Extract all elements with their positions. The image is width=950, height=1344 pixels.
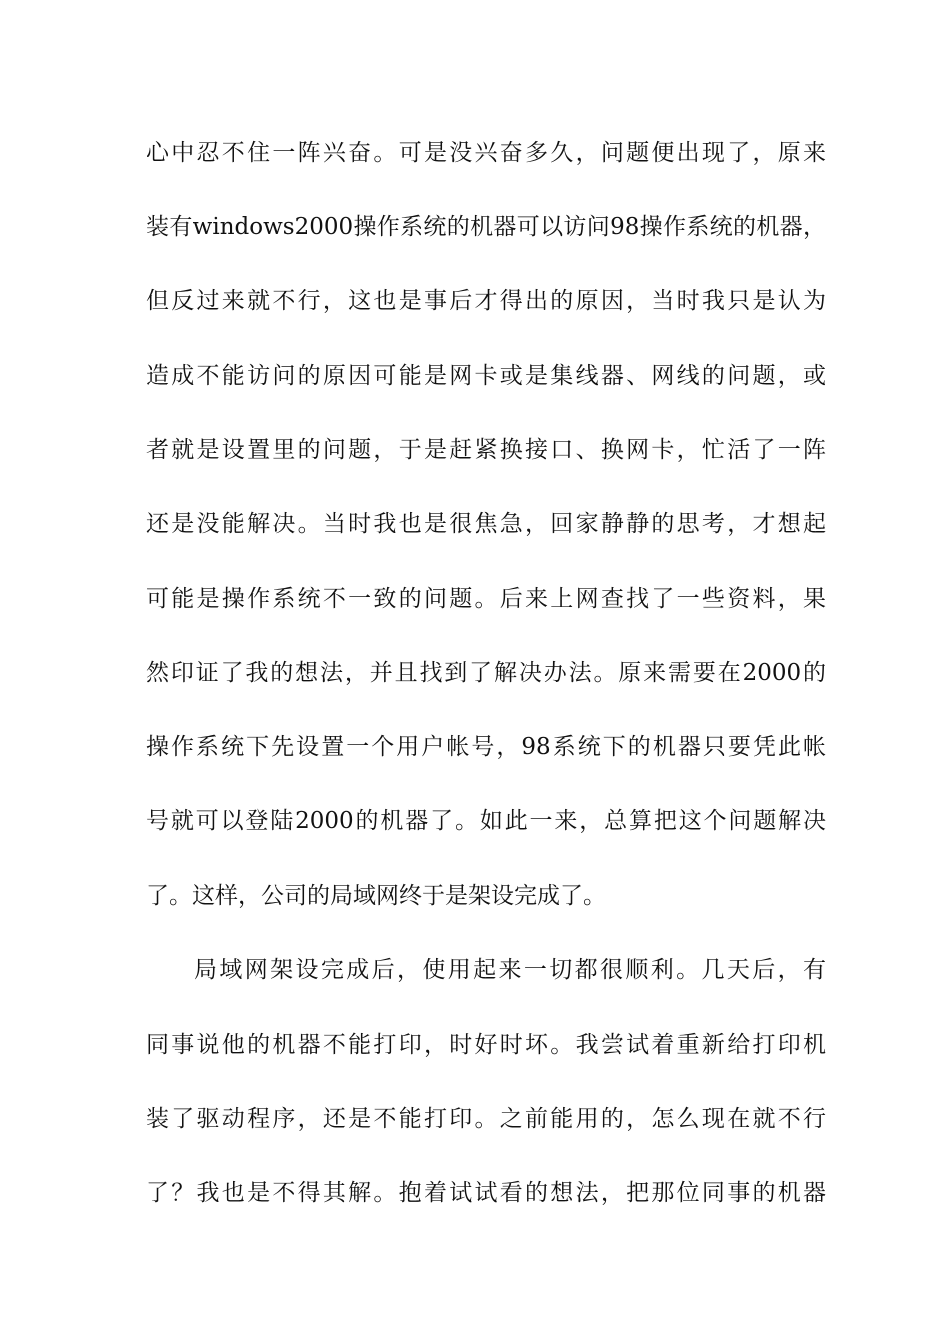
paragraph-2-first-line: 局域网架设完成后，使用起来一切都很顺利。几天后，有: [194, 957, 826, 983]
text-line-11: 了。这样，公司的局域网终于是架设完成了。: [146, 883, 606, 909]
text-line-5: 者就是设置里的问题，于是赶紧换接口、换网卡，忙活了一阵: [146, 437, 826, 463]
text-line-3: 但反过来就不行，这也是事后才得出的原因，当时我只是认为: [146, 288, 826, 314]
text-line-15: 了？我也是不得其解。抱着试试看的想法，把那位同事的机器: [146, 1180, 826, 1206]
text-line-13: 同事说他的机器不能打印，时好时坏。我尝试着重新给打印机: [146, 1032, 826, 1058]
text-line-2: 装有windows2000操作系统的机器可以访问98操作系统的机器，: [146, 214, 826, 240]
text-line-4: 造成不能访问的原因可能是网卡或是集线器、网线的问题，或: [146, 363, 826, 389]
text-line-1: 心中忍不住一阵兴奋。可是没兴奋多久，问题便出现了，原来: [146, 140, 826, 166]
text-line-9: 操作系统下先设置一个用户帐号，98系统下的机器只要凭此帐: [146, 734, 826, 760]
text-line-14: 装了驱动程序，还是不能打印。之前能用的，怎么现在就不行: [146, 1106, 826, 1132]
text-line-10: 号就可以登陆2000的机器了。如此一来，总算把这个问题解决: [146, 808, 826, 834]
text-line-7: 可能是操作系统不一致的问题。后来上网查找了一些资料，果: [146, 586, 826, 612]
text-line-6: 还是没能解决。当时我也是很焦急，回家静静的思考，才想起: [146, 511, 826, 537]
text-line-8: 然印证了我的想法，并且找到了解决办法。原来需要在2000的: [146, 660, 826, 686]
